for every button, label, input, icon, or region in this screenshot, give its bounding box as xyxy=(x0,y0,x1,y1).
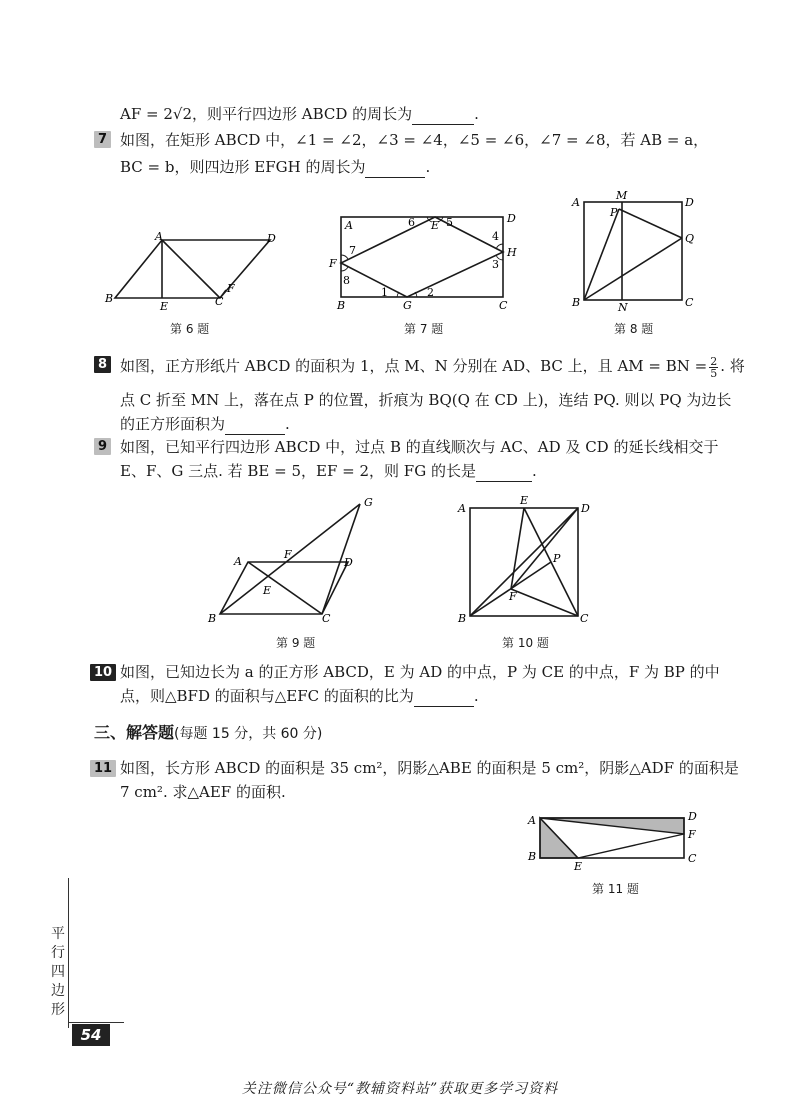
q9-line2 xyxy=(120,461,537,482)
angle-6: 6 xyxy=(408,216,415,229)
figure-7 xyxy=(329,210,525,312)
q11-line2: 7 cm². 求△AEF 的面积. xyxy=(120,783,286,801)
label-B: B xyxy=(208,612,217,625)
q8-line2: 点 C 折至 MN 上，落在点 P 的位置，折痕为 BQ(Q 在 CD 上)，连结 PQ. 则以 PQ 为边长 xyxy=(120,391,732,409)
caption-q9: 第 9 题 xyxy=(276,636,316,650)
caption-q10: 第 10 题 xyxy=(502,636,549,650)
caption-q7: 第 7 题 xyxy=(404,322,444,336)
figure-9 xyxy=(208,496,388,628)
q10-line2-text: 点，则△BFD 的面积与△EFC 的面积的比为 xyxy=(120,687,414,705)
question-number-11: 11 xyxy=(90,760,116,777)
label-A: A xyxy=(155,230,163,243)
label-C: C xyxy=(215,295,224,308)
label-F: F xyxy=(227,282,235,295)
label-C: C xyxy=(322,612,331,625)
q8-line3 xyxy=(120,414,290,435)
label-A: A xyxy=(528,814,536,827)
answer-blank xyxy=(476,461,532,482)
figure-11 xyxy=(526,810,706,873)
q8-line1 xyxy=(120,352,745,380)
angle-7: 7 xyxy=(349,244,356,257)
angle-5: 5 xyxy=(446,216,453,229)
section-heading xyxy=(94,720,322,743)
frac-den: 5 xyxy=(710,366,718,380)
answer-blank xyxy=(365,157,425,178)
q9-line2-text: E、F、G 三点. 若 BE = 5，EF = 2，则 FG 的长是 xyxy=(120,462,476,480)
label-P: P xyxy=(610,206,618,219)
label-E: E xyxy=(520,494,529,507)
figure-10 xyxy=(456,494,596,626)
footer-watermark: 关注微信公众号“教辅资料站”获取更多学习资料 xyxy=(241,1081,559,1097)
label-C: C xyxy=(499,299,508,312)
q9-end: . xyxy=(531,462,537,480)
section-title: 三、解答题 xyxy=(94,723,175,742)
margin-char: 形 xyxy=(51,1002,65,1018)
label-G: G xyxy=(403,299,412,312)
question-number-9: 9 xyxy=(94,438,111,455)
q8-line1-post: . 将 xyxy=(720,357,745,375)
label-D: D xyxy=(267,232,276,245)
page-number-rule xyxy=(68,1022,124,1023)
label-C: C xyxy=(685,296,694,309)
q7-line2-text: BC = b，则四边形 EFGH 的周长为 xyxy=(120,158,366,176)
caption-q11: 第 11 题 xyxy=(592,882,639,896)
q8-line1-text: 如图，正方形纸片 ABCD 的面积为 1，点 M、N 分别在 AD、BC 上，且 AM = BN = xyxy=(120,357,708,375)
label-D: D xyxy=(344,556,353,569)
label-A: A xyxy=(458,502,466,515)
margin-char: 平 xyxy=(51,926,65,942)
caption-q6: 第 6 题 xyxy=(170,322,210,336)
q6-end: . xyxy=(474,105,479,123)
figure-6 xyxy=(105,230,285,313)
label-D: D xyxy=(688,810,697,823)
frac-num: 2 xyxy=(710,354,718,368)
label-A: A xyxy=(345,219,353,232)
margin-rule xyxy=(68,878,69,1028)
page-number: 54 xyxy=(72,1024,110,1046)
label-F: F xyxy=(329,257,337,270)
caption-q8: 第 8 题 xyxy=(614,322,654,336)
margin-char: 行 xyxy=(51,945,65,961)
angle-3: 3 xyxy=(492,258,499,271)
angle-2: 2 xyxy=(427,286,434,299)
angle-1: 1 xyxy=(381,286,388,299)
label-A: A xyxy=(572,196,580,209)
label-A: A xyxy=(234,555,242,568)
label-B: B xyxy=(337,299,346,312)
q10-end: . xyxy=(473,687,479,705)
label-G: G xyxy=(364,496,373,509)
figure-8 xyxy=(568,188,708,313)
label-D: D xyxy=(581,502,590,515)
label-C: C xyxy=(688,852,697,865)
label-M: M xyxy=(616,189,628,202)
q8-end: . xyxy=(285,415,290,433)
question-number-7: 7 xyxy=(94,131,111,148)
label-F: F xyxy=(688,828,696,841)
q11-line1: 如图，长方形 ABCD 的面积是 35 cm²，阴影△ABE 的面积是 5 cm²，阴影△ADF 的面积是 xyxy=(120,759,739,777)
label-F: F xyxy=(509,590,517,603)
label-F: F xyxy=(284,548,292,561)
label-N: N xyxy=(618,301,628,314)
q6-tail-text: AF = 2√2，则平行四边形 ABCD 的周长为 xyxy=(120,105,413,123)
question-number-8: 8 xyxy=(94,356,111,373)
section-note: (每题 15 分，共 60 分) xyxy=(174,726,323,742)
q8-line3-text: 的正方形面积为 xyxy=(120,415,226,433)
label-E: E xyxy=(263,584,272,597)
label-E: E xyxy=(574,860,583,873)
q7-end: . xyxy=(425,158,431,176)
label-B: B xyxy=(458,612,467,625)
label-Q: Q xyxy=(685,232,695,245)
label-E: E xyxy=(160,300,169,313)
label-H: H xyxy=(507,246,517,259)
label-D: D xyxy=(507,212,516,225)
angle-8: 8 xyxy=(343,274,350,287)
q9-line1: 如图，已知平行四边形 ABCD 中，过点 B 的直线顺次与 AC、AD 及 CD 的延长线相交于 xyxy=(120,438,719,456)
margin-char: 边 xyxy=(51,983,65,999)
label-D: D xyxy=(685,196,694,209)
label-B: B xyxy=(105,292,114,305)
label-C: C xyxy=(580,612,589,625)
answer-blank xyxy=(225,414,285,435)
chapter-margin-label xyxy=(50,925,66,1020)
q6-tail-line xyxy=(120,104,479,125)
answer-blank xyxy=(412,104,474,125)
q10-line1: 如图，已知边长为 a 的正方形 ABCD，E 为 AD 的中点，P 为 CE 的中点，F 为 BP 的中 xyxy=(120,663,720,681)
angle-4: 4 xyxy=(492,230,499,243)
question-number-10: 10 xyxy=(90,664,116,681)
label-B: B xyxy=(528,850,537,863)
q10-line2 xyxy=(120,686,479,707)
q7-line1: 如图，在矩形 ABCD 中，∠1 = ∠2，∠3 = ∠4，∠5 = ∠6，∠7 = ∠8，若 AB = a， xyxy=(120,131,709,149)
answer-blank xyxy=(414,686,474,707)
label-P: P xyxy=(553,552,561,565)
q7-line2 xyxy=(120,157,430,178)
margin-char: 四 xyxy=(51,964,65,980)
label-B: B xyxy=(572,296,581,309)
fraction-two-fifths xyxy=(709,356,718,379)
label-E: E xyxy=(431,219,440,232)
